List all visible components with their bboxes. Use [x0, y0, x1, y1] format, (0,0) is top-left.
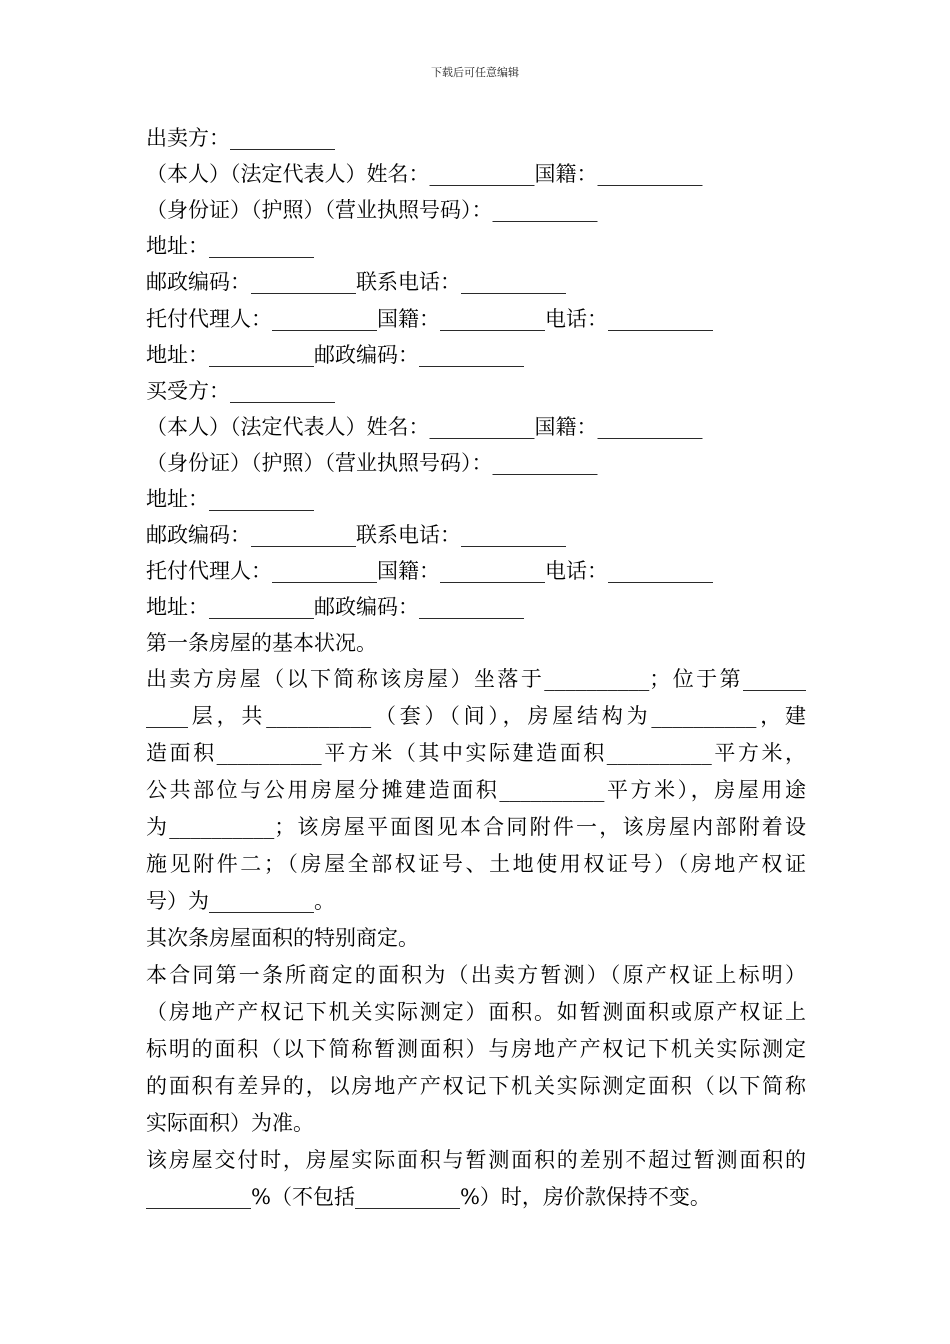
doc-line: 邮政编码：__________联系电话：__________ [146, 270, 566, 294]
doc-line: __________%（不包括__________%）时，房价款保持不变。 [146, 1185, 711, 1209]
doc-line: 托付代理人：__________国籍：__________电话：__________ [146, 307, 713, 331]
doc-line: 为__________；该房屋平面图见本合同附件一，该房屋内部附着设 [146, 815, 806, 839]
doc-line: （房地产产权记下机关实际测定）面积。如暂测面积或原产权证上 [146, 1000, 806, 1024]
doc-line: 买受方：__________ [146, 379, 335, 403]
doc-line: 地址：__________ [146, 487, 314, 511]
section-heading: 第一条房屋的基本状况。 [146, 631, 377, 655]
section-heading: 其次条房屋面积的特别商定。 [146, 926, 419, 950]
doc-line: 邮政编码：__________联系电话：__________ [146, 523, 566, 547]
page-header: 下载后可任意编辑 [431, 66, 519, 79]
doc-line: 该房屋交付时，房屋实际面积与暂测面积的差别不超过暂测面积的 [146, 1148, 806, 1172]
doc-line: 地址：__________邮政编码：__________ [146, 595, 524, 619]
doc-line: 地址：__________邮政编码：__________ [146, 343, 524, 367]
doc-line: 本合同第一条所商定的面积为（出卖方暂测）（原产权证上标明） [146, 963, 806, 987]
doc-line: 号）为__________。 [146, 889, 335, 913]
doc-line: 施见附件二；（房屋全部权证号、土地使用权证号）（房地产权证 [146, 852, 806, 876]
doc-line: 造面积__________平方米（其中实际建造面积__________平方米， [146, 741, 806, 765]
doc-line: （身份证）（护照）（营业执照号码）：__________ [146, 451, 598, 475]
doc-line: （身份证）（护照）（营业执照号码）：__________ [146, 198, 598, 222]
doc-line: 标明的面积（以下简称暂测面积）与房地产产权记下机关实际测定 [146, 1037, 806, 1061]
doc-line: 实际面积）为准。 [146, 1111, 314, 1135]
doc-line: 出卖方房屋（以下简称该房屋）坐落于__________；位于第______ [146, 667, 806, 691]
doc-line: ____层，共__________（套）（间），房屋结构为__________，建 [146, 704, 806, 728]
doc-line: （本人）（法定代表人）姓名：__________国籍：__________ [146, 415, 703, 439]
doc-line: 托付代理人：__________国籍：__________电话：__________ [146, 559, 713, 583]
doc-line: 出卖方：__________ [146, 126, 335, 150]
doc-line: 地址：__________ [146, 234, 314, 258]
doc-line: 公共部位与公用房屋分摊建造面积__________平方米），房屋用途 [146, 778, 806, 802]
doc-line: 的面积有差异的，以房地产产权记下机关实际测定面积（以下简称 [146, 1074, 806, 1098]
doc-line: （本人）（法定代表人）姓名：__________国籍：__________ [146, 162, 703, 186]
